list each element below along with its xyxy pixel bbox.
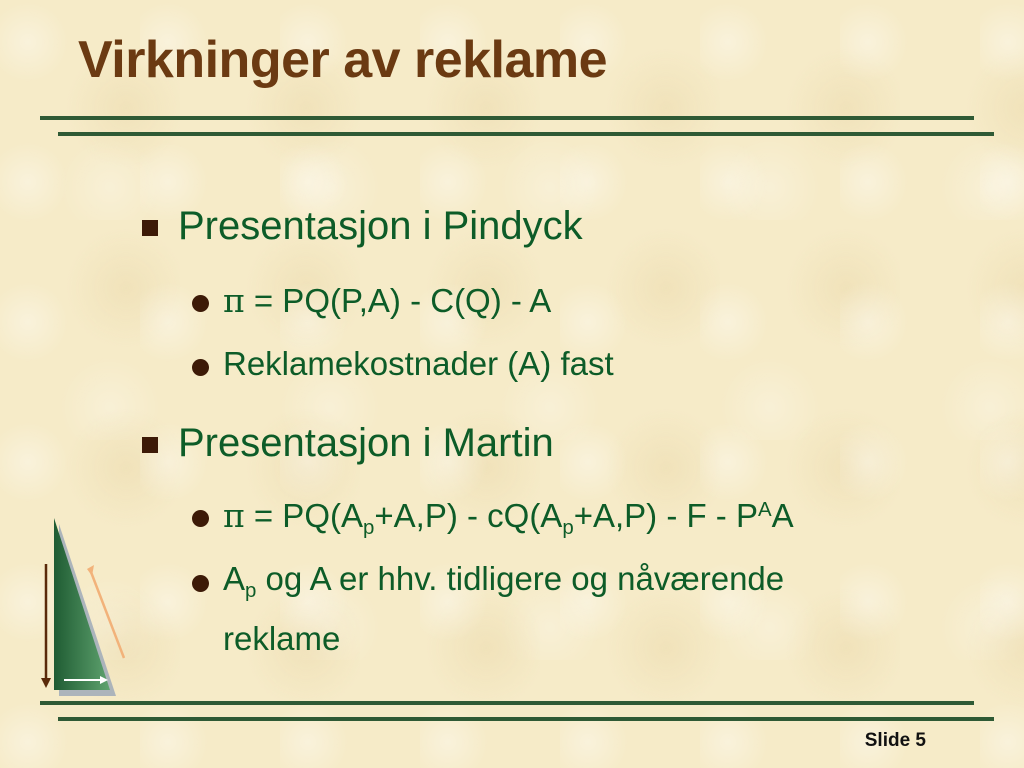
round-bullet-icon [192,575,209,592]
formula-subscript: p [363,516,375,540]
item-text-part: og A er hhv. tidligere og nåværende [256,560,785,597]
formula-part: A [771,497,794,534]
formula-pindyck [223,281,551,320]
pi-symbol: π [223,281,245,320]
item-text [223,555,784,663]
pi-symbol: π [223,496,245,535]
bottom-rule-2 [58,717,994,721]
round-bullet-icon [192,510,209,527]
bottom-rule-1 [40,701,974,705]
square-bullet-icon [142,220,158,236]
slide-number: Slide 5 [864,730,926,751]
square-bullet-icon [142,437,158,453]
item-text: Presentasjon i Pindyck [178,204,583,248]
item-text-line2: reklame [223,620,341,658]
formula-text: = PQ(P,A) - C(Q) - A [244,282,552,319]
slide-title: Virkninger av reklame [78,31,608,89]
round-bullet-icon [192,359,209,376]
formula-superscript: A [757,497,772,521]
formula-subscript: p [562,516,574,540]
item-text: Reklamekostnader (A) fast [223,345,614,382]
item-text-part: A [223,560,246,597]
item-text: Presentasjon i Martin [178,421,554,465]
formula-part: +A,P) - F - P [573,497,758,534]
green-triangle-arrows-icon [36,512,136,707]
round-bullet-icon [192,295,209,312]
formula-part: = PQ(A [244,497,363,534]
formula-martin [223,496,794,540]
formula-part: +A,P) - cQ(A [374,497,563,534]
item-subscript: p [245,579,257,603]
